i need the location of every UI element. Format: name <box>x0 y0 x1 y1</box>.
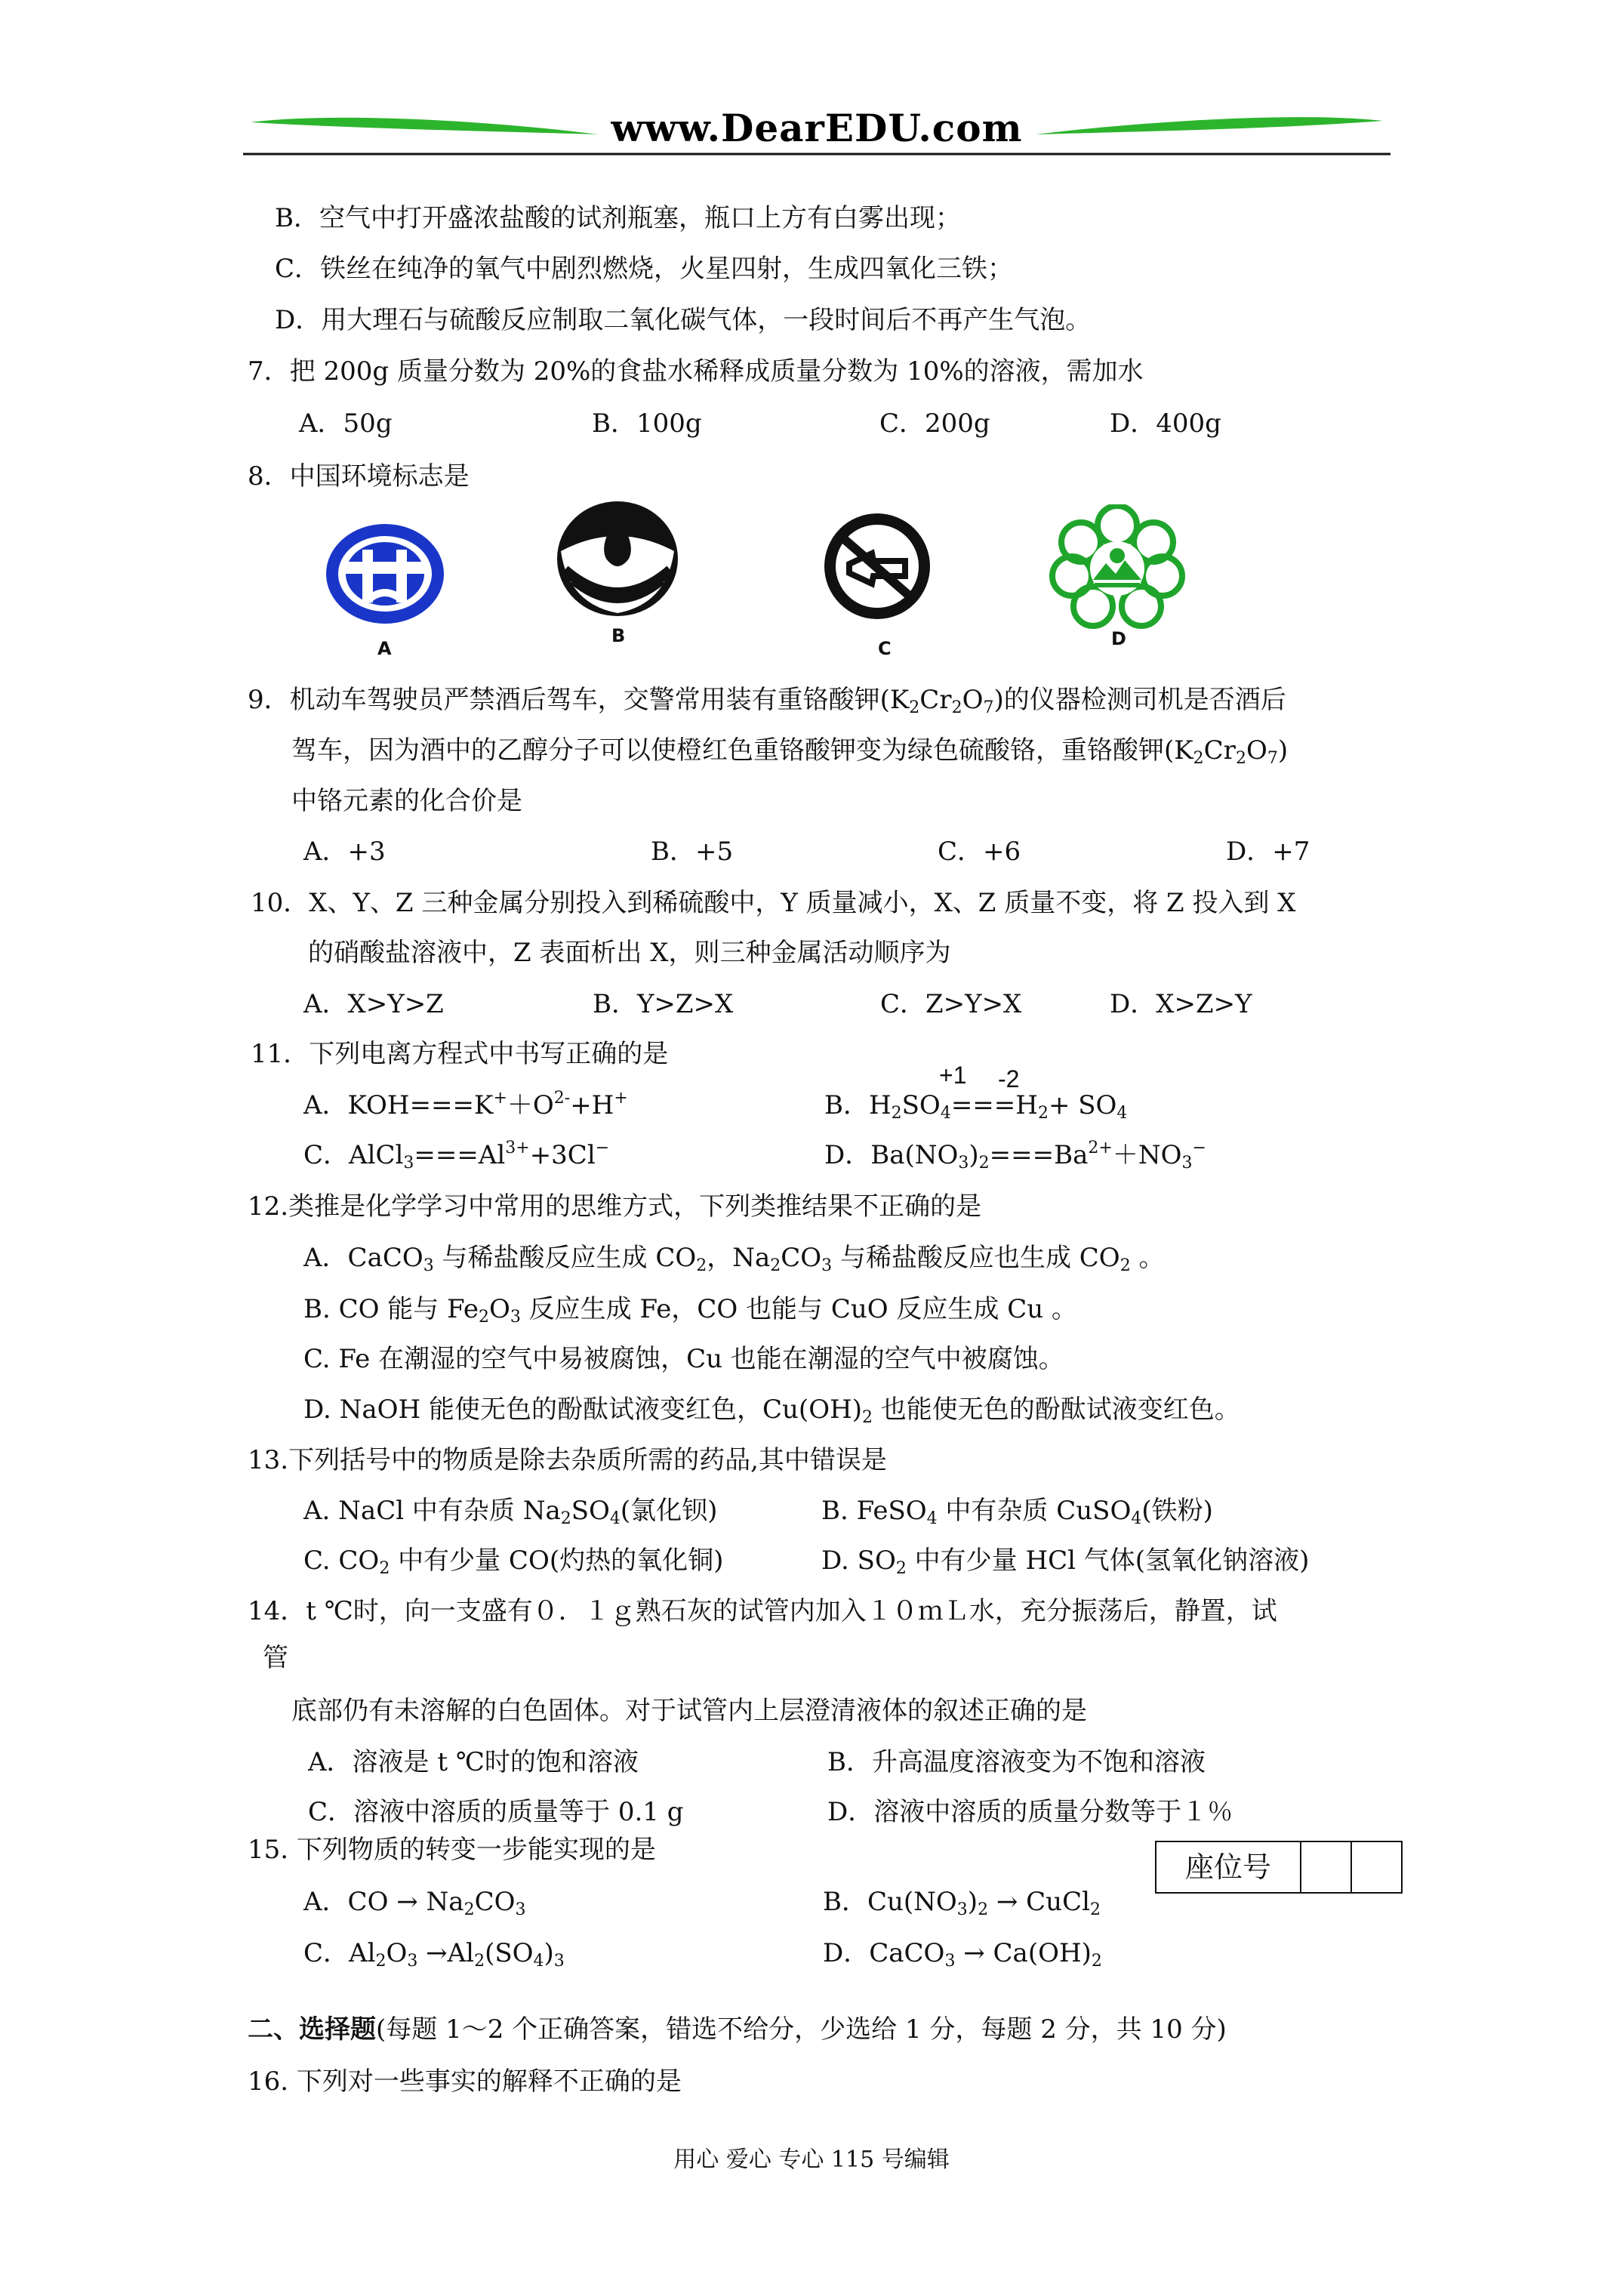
q11-annotation-plus1: +1 <box>939 1062 967 1089</box>
q9-option-b: B．+5 <box>651 837 734 867</box>
q16-stem: 16. 下列对一些事实的解释不正确的是 <box>248 2066 682 2097</box>
logo-a-icon <box>321 521 449 627</box>
logo-d-label: D <box>1111 628 1126 649</box>
q6-option-d: D．用大理石与硫酸反应制取二氧化碳气体，一段时间后不再产生气泡。 <box>275 305 1092 335</box>
logo-b-label: B <box>611 625 626 646</box>
q10-line-1: 10．X、Y、Z 三种金属分别投入到稀硫酸中，Y 质量减小，X、Z 质量不变，将 Z 投入到 X <box>251 888 1296 918</box>
logo-a-label: A <box>377 638 392 659</box>
q11-stem: 11．下列电离方程式中书写正确的是 <box>251 1039 669 1069</box>
q12-option-c: C. Fe 在潮湿的空气中易被腐蚀，Cu 也能在潮湿的空气中被腐蚀。 <box>303 1344 1064 1374</box>
q12-stem: 12.类推是化学学习中常用的思维方式，下列类推结果不正确的是 <box>248 1191 982 1222</box>
q11-option-b: B．$H_2SO_4===H_2+ SO_4$ <box>824 1090 1128 1123</box>
q14-option-a: A．溶液是 t ℃时的饱和溶液 <box>308 1747 639 1777</box>
q10-option-a: A．X>Y>Z <box>303 989 444 1019</box>
q11-option-a: A．$KOH===K^++O^{2-}+H^+$ <box>303 1089 628 1120</box>
q7-option-a: A．50g <box>299 408 393 439</box>
q10-option-b: B．Y>Z>X <box>593 989 734 1019</box>
q9-option-d: D．+7 <box>1226 837 1310 867</box>
q13-option-c: C. $CO_2$ 中有少量 CO(灼热的氧化铜) <box>303 1546 724 1578</box>
q12-option-b: B. CO 能与 $Fe_2O_3$ 反应生成 Fe，CO 也能与 CuO 反应生成 Cu 。 <box>303 1294 1077 1327</box>
q15-stem: 15. 下列物质的转变一步能实现的是 <box>248 1835 656 1865</box>
q9-line-1: 9．机动车驾驶员严禁酒后驾车，交警常用装有重铬酸钾$(K_2Cr_2O_7)$的仪器检测司机是否酒后 <box>248 685 1286 717</box>
q15-option-b: B．$Cu(NO_3)_2$ → CuCl$_2$ <box>823 1887 1101 1919</box>
logo-c-icon <box>821 510 934 623</box>
logo-d-icon <box>1049 504 1185 629</box>
q11-option-c: C．$AlCl_3===Al^{3+}+3Cl^-$ <box>303 1139 610 1173</box>
q10-line-2: 的硝酸盐溶液中，Z 表面析出 X，则三种金属活动顺序为 <box>308 938 951 968</box>
q13-option-a: A. NaCl 中有杂质 $Na_2SO_4$(氯化钡) <box>303 1496 718 1528</box>
q14-line-3: 底部仍有未溶解的白色固体。对于试管内上层澄清液体的叙述正确的是 <box>291 1696 1087 1726</box>
page-header <box>243 104 1390 165</box>
q12-option-a: A．CaCO$_3$ 与稀盐酸反应生成 $CO_2$，$Na_2CO_3$ 与稀盐酸反应也生成 $CO_2$ 。 <box>303 1243 1165 1275</box>
seat-number-label: 座位号 <box>1156 1842 1301 1892</box>
q10-option-d: D．X>Z>Y <box>1110 989 1252 1019</box>
q7-option-b: B．100g <box>592 408 702 439</box>
site-name: www.DearEDU.com <box>611 106 1023 150</box>
q9-line-3: 中铬元素的化合价是 <box>291 786 522 816</box>
q9-option-c: C．+6 <box>938 837 1021 867</box>
q14-line-1: 14．t ℃时，向一支盛有０．１ｇ熟石灰的试管内加入１０ｍＬ水，充分振荡后，静置，试 <box>248 1596 1277 1626</box>
seat-number-cell-1 <box>1301 1842 1352 1892</box>
q15-option-a: A．CO → $Na_2CO_3$ <box>303 1887 526 1919</box>
q7-stem: 7．把 200g 质量分数为 20%的食盐水稀释成质量分数为 10%的溶液，需加水 <box>248 356 1144 387</box>
section-2-heading: 二、选择题(每题 1～2 个正确答案，错选不给分，少选给 1 分，每题 2 分，共 10 分) <box>248 2014 1227 2045</box>
q11-option-d: D．$Ba(NO_3)_2===Ba^{2+}+NO_3^-$ <box>824 1139 1206 1173</box>
q11-annotation-minus2: -2 <box>998 1065 1020 1093</box>
q13-option-d: D. $SO_2$ 中有少量 HCl 气体(氢氧化钠溶液) <box>821 1546 1310 1578</box>
q6-option-c: C．铁丝在纯净的氧气中剧烈燃烧，火星四射，生成四氧化三铁； <box>275 254 1014 284</box>
seat-number-cell-2 <box>1352 1842 1401 1892</box>
q12-option-d: D. NaOH 能使无色的酚酞试液变红色，$Cu(OH)_2$ 也能使无色的酚酞试液变红色。 <box>303 1395 1240 1427</box>
q6-option-b: B．空气中打开盛浓盐酸的试剂瓶塞，瓶口上方有白雾出现； <box>275 203 961 233</box>
q13-option-b: B. FeSO$_4$ 中有杂质 CuSO$_4$(铁粉) <box>821 1496 1213 1528</box>
q9-option-a: A．+3 <box>303 837 386 867</box>
q15-option-d: D．CaCO$_3$ → $Ca(OH)_2$ <box>823 1938 1102 1971</box>
q7-option-c: C．200g <box>879 408 990 439</box>
logo-b-icon <box>553 498 682 619</box>
page-footer: 用心 爱心 专心 115 号编辑 <box>673 2147 950 2173</box>
q14-option-c: C．溶液中溶质的质量等于 0.1 g <box>308 1797 684 1827</box>
q14-line-2: 管 <box>263 1643 288 1673</box>
q14-option-d: D．溶液中溶质的质量分数等于１％ <box>827 1797 1233 1827</box>
logo-c-label: C <box>878 638 892 659</box>
q9-line-2: 驾车，因为酒中的乙醇分子可以使橙红色重铬酸钾变为绿色硫酸铬，重铬酸钾$(K_2Cr_2O_7)$ <box>291 735 1289 768</box>
q7-option-d: D．400g <box>1110 408 1221 439</box>
q10-option-c: C．Z>Y>X <box>880 989 1022 1019</box>
q8-stem: 8．中国环境标志是 <box>248 461 470 492</box>
q15-option-c: C．$Al_2O_3 \to Al_2(SO_4)_3$ <box>303 1938 565 1971</box>
q13-stem: 13.下列括号中的物质是除去杂质所需的药品,其中错误是 <box>248 1445 887 1475</box>
seat-number-box <box>1155 1841 1403 1894</box>
q14-option-b: B．升高温度溶液变为不饱和溶液 <box>827 1747 1206 1777</box>
